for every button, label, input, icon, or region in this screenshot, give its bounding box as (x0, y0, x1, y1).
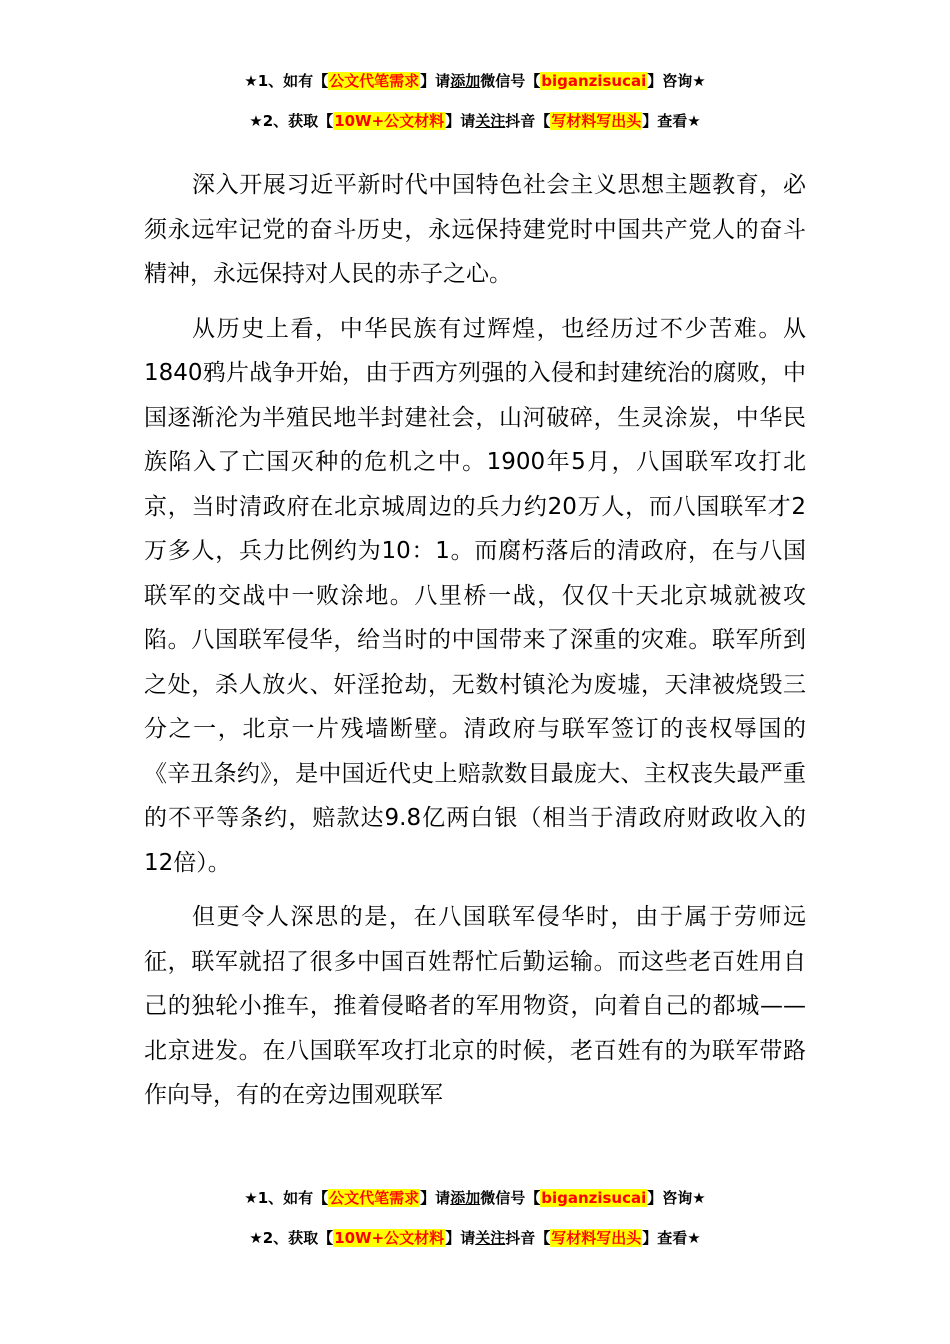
underlined-action: 关注 (475, 1229, 506, 1247)
paragraph: 从历史上看，中华民族有过辉煌，也经历过不少苦难。从1840鸦片战争开始，由于西方列强的入侵和封建统治的腐败，中国逐渐沦为半殖民地半封建社会，山河破碎，生灵涂炭，中华民族陷入了亡国灭种的危机之中。1900年5月，八国联军攻打北京，当时清政府在北京城周边的兵力约20万人，而八国联军才2万多人，兵力比例约为10：1。而腐朽落后的清政府，在与八国联军的交战中一败涂地。八里桥一战，仅仅十天北京城就被攻陷。八国联军侵华，给当时的中国带来了深重的灾难。联军所到之处，杀人放火、奸淫抢劫，无数村镇沦为废墟，天津被烧毁三分之一，北京一片残墙断壁。清政府与联军签订的丧权辱国的《辛丑条约》，是中国近代史上赔款数目最庞大、主权丧失最严重的不平等条约，赔款达9.8亿两白银（相当于清政府财政收入的12倍）。 (144, 315, 806, 876)
banner-text: 抖音【 (505, 1229, 551, 1247)
highlight-douyin-account: 写材料写出头 (551, 1229, 642, 1247)
banner-text: 】请 (420, 72, 451, 90)
banner-text: ★2、获取【 (249, 1229, 334, 1247)
document-body (144, 163, 806, 1128)
banner-text: 微信号【 (480, 72, 541, 90)
banner-text: ★1、如有【 (244, 72, 329, 90)
banner-text: ★2、获取【 (249, 112, 334, 130)
highlight-wechat-id: biganzisucai (541, 1189, 647, 1207)
header-banner-line-1 (0, 70, 950, 92)
underlined-action: 添加 (450, 72, 481, 90)
underlined-action: 关注 (475, 112, 506, 130)
highlight-service: 公文代笔需求 (329, 72, 420, 90)
header-banner-line-2 (0, 110, 950, 132)
banner-text: 】请 (420, 1189, 451, 1207)
footer-banner-line-1 (0, 1187, 950, 1209)
highlight-douyin-account: 写材料写出头 (551, 112, 642, 130)
banner-text: 抖音【 (505, 112, 551, 130)
banner-text: 微信号【 (480, 1189, 541, 1207)
highlight-service: 公文代笔需求 (329, 1189, 420, 1207)
paragraph: 深入开展习近平新时代中国特色社会主义思想主题教育，必须永远牢记党的奋斗历史，永远保持建党时中国共产党人的奋斗精神，永远保持对人民的赤子之心。 (144, 172, 806, 287)
banner-text: 】查看★ (642, 112, 701, 130)
banner-text: 】咨询★ (647, 72, 706, 90)
underlined-action: 添加 (450, 1189, 481, 1207)
paragraph: 但更令人深思的是，在八国联军侵华时，由于属于劳师远征，联军就招了很多中国百姓帮忙后勤运输。而这些老百姓用自己的独轮小推车，推着侵略者的军用物资，向着自己的都城——北京进发。在八国联军攻打北京的时候，老百姓有的为联军带路作向导，有的在旁边围观联军 (144, 904, 806, 1108)
banner-text: 】请 (445, 1229, 476, 1247)
banner-text: 】咨询★ (647, 1189, 706, 1207)
banner-text: ★1、如有【 (244, 1189, 329, 1207)
footer-banner-line-2 (0, 1227, 950, 1249)
banner-text: 】查看★ (642, 1229, 701, 1247)
highlight-wechat-id: biganzisucai (541, 72, 647, 90)
highlight-materials: 10W+公文材料 (334, 1229, 445, 1247)
banner-text: 】请 (445, 112, 476, 130)
highlight-materials: 10W+公文材料 (334, 112, 445, 130)
